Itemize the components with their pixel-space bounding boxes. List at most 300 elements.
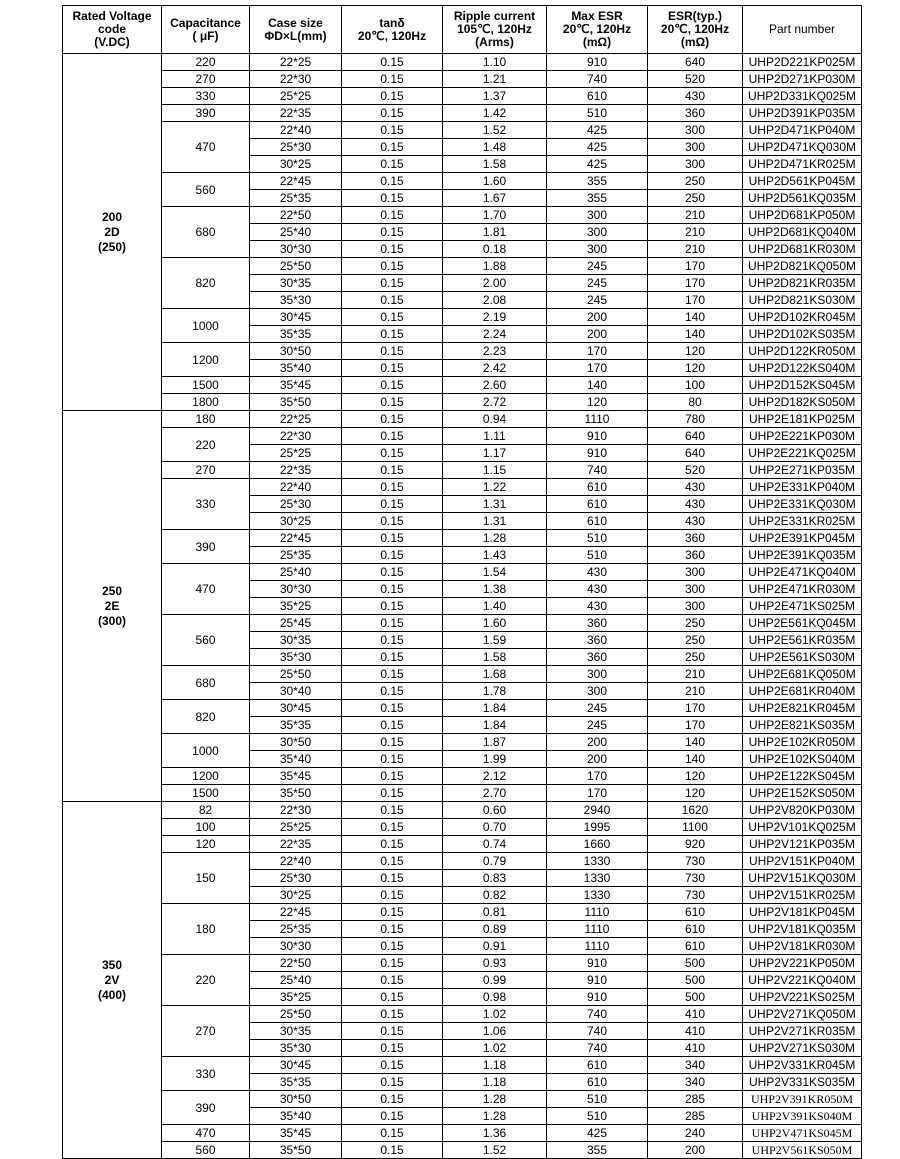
tan-delta-cell: 0.15 <box>342 581 443 598</box>
ripple-current-cell: 2.70 <box>443 785 547 802</box>
capacitance-cell: 180 <box>162 411 250 428</box>
part-number-cell: UHP2V271KR035M <box>743 1023 862 1040</box>
capacitance-cell: 220 <box>162 955 250 1006</box>
max-esr-cell: 1995 <box>547 819 648 836</box>
esr-typ-cell: 250 <box>648 649 743 666</box>
ripple-current-cell: 2.00 <box>443 275 547 292</box>
tan-delta-cell: 0.15 <box>342 241 443 258</box>
case-size-cell: 30*25 <box>250 156 342 173</box>
ripple-current-cell: 1.18 <box>443 1057 547 1074</box>
tan-delta-cell: 0.15 <box>342 734 443 751</box>
part-number-cell: UHP2D821KS030M <box>743 292 862 309</box>
part-number-cell: UHP2D331KQ025M <box>743 88 862 105</box>
tan-delta-cell: 0.15 <box>342 904 443 921</box>
table-row <box>63 734 862 751</box>
esr-typ-cell: 410 <box>648 1006 743 1023</box>
tan-delta-cell: 0.15 <box>342 785 443 802</box>
esr-typ-cell: 300 <box>648 139 743 156</box>
ripple-current-cell: 2.08 <box>443 292 547 309</box>
header-cap-line: ( μF) <box>192 28 219 43</box>
ripple-current-cell: 1.31 <box>443 496 547 513</box>
ripple-current-cell: 0.70 <box>443 819 547 836</box>
case-size-cell: 22*35 <box>250 105 342 122</box>
tan-delta-cell: 0.15 <box>342 1057 443 1074</box>
table-row <box>63 853 862 870</box>
header-case-line: Case size <box>268 15 323 30</box>
esr-typ-cell: 730 <box>648 870 743 887</box>
tan-delta-cell: 0.15 <box>342 700 443 717</box>
case-size-cell: 22*45 <box>250 530 342 547</box>
table-row <box>63 462 862 479</box>
case-size-cell: 35*35 <box>250 717 342 734</box>
capacitance-cell: 330 <box>162 1057 250 1091</box>
capacitance-cell: 820 <box>162 258 250 309</box>
esr-typ-cell: 240 <box>648 1125 743 1142</box>
part-number-cell: UHP2E391KQ035M <box>743 547 862 564</box>
capacitance-cell: 270 <box>162 462 250 479</box>
capacitance-cell: 680 <box>162 666 250 700</box>
esr-typ-cell: 140 <box>648 734 743 751</box>
header-maxesr <box>547 6 648 54</box>
table-row <box>63 258 862 275</box>
esr-typ-cell: 210 <box>648 683 743 700</box>
capacitance-cell: 1200 <box>162 768 250 785</box>
max-esr-cell: 910 <box>547 445 648 462</box>
case-size-cell: 22*45 <box>250 173 342 190</box>
table-row <box>63 377 862 394</box>
esr-typ-cell: 410 <box>648 1040 743 1057</box>
esr-typ-cell: 100 <box>648 377 743 394</box>
part-number-cell: UHP2D102KS035M <box>743 326 862 343</box>
esr-typ-cell: 170 <box>648 258 743 275</box>
max-esr-cell: 245 <box>547 717 648 734</box>
part-number-cell: UHP2E122KS045M <box>743 768 862 785</box>
voltage-code-line: 200 <box>101 209 123 224</box>
tan-delta-cell: 0.15 <box>342 649 443 666</box>
part-number-cell: UHP2D561KQ035M <box>743 190 862 207</box>
table-row <box>63 1125 862 1142</box>
esr-typ-cell: 430 <box>648 479 743 496</box>
header-part-line: Part number <box>768 22 836 36</box>
ripple-current-cell: 1.15 <box>443 462 547 479</box>
table-row <box>63 173 862 190</box>
part-number-cell: UHP2E681KQ050M <box>743 666 862 683</box>
case-size-cell: 30*45 <box>250 700 342 717</box>
part-number-cell: UHP2V221KP050M <box>743 955 862 972</box>
tan-delta-cell: 0.15 <box>342 870 443 887</box>
case-size-cell: 30*35 <box>250 1023 342 1040</box>
max-esr-cell: 200 <box>547 751 648 768</box>
esr-typ-cell: 610 <box>648 904 743 921</box>
max-esr-cell: 910 <box>547 955 648 972</box>
tan-delta-cell: 0.15 <box>342 105 443 122</box>
tan-delta-cell: 0.15 <box>342 462 443 479</box>
part-number-cell: UHP2D122KR050M <box>743 343 862 360</box>
ripple-current-cell: 1.59 <box>443 632 547 649</box>
ripple-current-cell: 0.94 <box>443 411 547 428</box>
part-number-cell: UHP2V101KQ025M <box>743 819 862 836</box>
max-esr-cell: 430 <box>547 581 648 598</box>
header-ripple-line: Ripple current <box>453 9 536 23</box>
ripple-current-cell: 1.28 <box>443 1108 547 1125</box>
case-size-cell: 35*25 <box>250 598 342 615</box>
part-number-cell: UHP2D471KR025M <box>743 156 862 173</box>
case-size-cell: 22*30 <box>250 71 342 88</box>
part-number-cell: UHP2D681KR030M <box>743 241 862 258</box>
max-esr-cell: 140 <box>547 377 648 394</box>
max-esr-cell: 200 <box>547 309 648 326</box>
max-esr-cell: 170 <box>547 785 648 802</box>
case-size-cell: 25*25 <box>250 445 342 462</box>
ripple-current-cell: 0.99 <box>443 972 547 989</box>
part-number-cell: UHP2D681KP050M <box>743 207 862 224</box>
esr-typ-cell: 285 <box>648 1108 743 1125</box>
ripple-current-cell: 1.17 <box>443 445 547 462</box>
part-number-cell: UHP2E561KQ045M <box>743 615 862 632</box>
ripple-current-cell: 1.58 <box>443 156 547 173</box>
capacitance-cell: 270 <box>162 71 250 88</box>
case-size-cell: 25*40 <box>250 224 342 241</box>
case-size-cell: 35*35 <box>250 326 342 343</box>
voltage-code-line: 350 <box>101 957 123 972</box>
esr-typ-cell: 80 <box>648 394 743 411</box>
esr-typ-cell: 285 <box>648 1091 743 1108</box>
table-row <box>63 785 862 802</box>
capacitance-cell: 270 <box>162 1006 250 1057</box>
max-esr-cell: 430 <box>547 598 648 615</box>
part-number-cell: UHP2E221KP030M <box>743 428 862 445</box>
header-esrtyp-line: 20℃, 120Hz <box>660 22 730 36</box>
case-size-cell: 25*30 <box>250 496 342 513</box>
max-esr-cell: 610 <box>547 1074 648 1091</box>
part-number-cell: UHP2D152KS045M <box>743 377 862 394</box>
header-esrtyp-line: (mΩ) <box>680 35 710 49</box>
ripple-current-cell: 1.42 <box>443 105 547 122</box>
header-cap <box>162 6 250 54</box>
max-esr-cell: 300 <box>547 224 648 241</box>
ripple-current-cell: 0.82 <box>443 887 547 904</box>
tan-delta-cell: 0.15 <box>342 394 443 411</box>
ripple-current-cell: 1.11 <box>443 428 547 445</box>
tan-delta-cell: 0.15 <box>342 326 443 343</box>
tan-delta-cell: 0.15 <box>342 1074 443 1091</box>
ripple-current-cell: 1.18 <box>443 1074 547 1091</box>
max-esr-cell: 610 <box>547 479 648 496</box>
ripple-current-cell: 0.74 <box>443 836 547 853</box>
case-size-cell: 30*30 <box>250 938 342 955</box>
capacitor-spec-table <box>62 5 862 1159</box>
tan-delta-cell: 0.15 <box>342 122 443 139</box>
esr-typ-cell: 300 <box>648 564 743 581</box>
esr-typ-cell: 430 <box>648 496 743 513</box>
ripple-current-cell: 1.10 <box>443 54 547 71</box>
part-number-cell: UHP2V151KR025M <box>743 887 862 904</box>
part-number-cell: UHP2D561KP045M <box>743 173 862 190</box>
capacitance-cell: 1500 <box>162 377 250 394</box>
ripple-current-cell: 0.83 <box>443 870 547 887</box>
ripple-current-cell: 2.23 <box>443 343 547 360</box>
esr-typ-cell: 210 <box>648 224 743 241</box>
header-maxesr-line: 20℃, 120Hz <box>562 22 632 36</box>
ripple-current-cell: 1.68 <box>443 666 547 683</box>
max-esr-cell: 360 <box>547 649 648 666</box>
max-esr-cell: 245 <box>547 275 648 292</box>
ripple-current-cell: 1.02 <box>443 1040 547 1057</box>
tan-delta-cell: 0.15 <box>342 360 443 377</box>
max-esr-cell: 1330 <box>547 870 648 887</box>
case-size-cell: 35*30 <box>250 292 342 309</box>
esr-typ-cell: 500 <box>648 972 743 989</box>
case-size-cell: 22*40 <box>250 853 342 870</box>
case-size-cell: 25*40 <box>250 972 342 989</box>
tan-delta-cell: 0.15 <box>342 156 443 173</box>
part-number-cell: UHP2E331KQ030M <box>743 496 862 513</box>
esr-typ-cell: 120 <box>648 360 743 377</box>
max-esr-cell: 1330 <box>547 887 648 904</box>
case-size-cell: 22*40 <box>250 122 342 139</box>
esr-typ-cell: 430 <box>648 513 743 530</box>
table-row <box>63 122 862 139</box>
part-number-cell: UHP2V561KS050M <box>743 1142 862 1159</box>
tan-delta-cell: 0.15 <box>342 258 443 275</box>
tan-delta-cell: 0.15 <box>342 343 443 360</box>
tan-delta-cell: 0.15 <box>342 564 443 581</box>
case-size-cell: 35*40 <box>250 360 342 377</box>
part-number-cell: UHP2V181KR030M <box>743 938 862 955</box>
capacitance-cell: 1500 <box>162 785 250 802</box>
esr-typ-cell: 170 <box>648 717 743 734</box>
max-esr-cell: 740 <box>547 462 648 479</box>
header-maxesr-line: (mΩ) <box>582 35 612 49</box>
case-size-cell: 35*50 <box>250 394 342 411</box>
max-esr-cell: 1110 <box>547 411 648 428</box>
case-size-cell: 22*35 <box>250 462 342 479</box>
ripple-current-cell: 2.42 <box>443 360 547 377</box>
voltage-code-line: 2E <box>104 598 120 613</box>
tan-delta-cell: 0.15 <box>342 615 443 632</box>
header-voltage-line: (V.DC) <box>94 35 130 49</box>
table-row <box>63 343 862 360</box>
part-number-cell: UHP2V471KS045M <box>743 1125 862 1142</box>
part-number-cell: UHP2E221KQ025M <box>743 445 862 462</box>
capacitance-cell: 150 <box>162 853 250 904</box>
table-row <box>63 530 862 547</box>
part-number-cell: UHP2V151KP040M <box>743 853 862 870</box>
part-number-cell: UHP2D102KR045M <box>743 309 862 326</box>
tan-delta-cell: 0.15 <box>342 989 443 1006</box>
case-size-cell: 25*30 <box>250 139 342 156</box>
capacitance-cell: 820 <box>162 700 250 734</box>
ripple-current-cell: 1.06 <box>443 1023 547 1040</box>
ripple-current-cell: 1.43 <box>443 547 547 564</box>
ripple-current-cell: 1.70 <box>443 207 547 224</box>
case-size-cell: 30*30 <box>250 241 342 258</box>
part-number-cell: UHP2D821KQ050M <box>743 258 862 275</box>
esr-typ-cell: 250 <box>648 190 743 207</box>
tan-delta-cell: 0.15 <box>342 802 443 819</box>
max-esr-cell: 740 <box>547 1023 648 1040</box>
table-row <box>63 394 862 411</box>
esr-typ-cell: 610 <box>648 938 743 955</box>
part-number-cell: UHP2V391KR050M <box>743 1091 862 1108</box>
capacitance-cell: 470 <box>162 564 250 615</box>
part-number-cell: UHP2V121KP035M <box>743 836 862 853</box>
table-row <box>63 207 862 224</box>
table-body <box>63 54 862 1159</box>
case-size-cell: 35*45 <box>250 768 342 785</box>
max-esr-cell: 610 <box>547 1057 648 1074</box>
tan-delta-cell: 0.15 <box>342 530 443 547</box>
ripple-current-cell: 1.60 <box>443 615 547 632</box>
ripple-current-cell: 1.22 <box>443 479 547 496</box>
esr-typ-cell: 120 <box>648 768 743 785</box>
case-size-cell: 22*30 <box>250 428 342 445</box>
part-number-cell: UHP2V820KP030M <box>743 802 862 819</box>
max-esr-cell: 245 <box>547 258 648 275</box>
case-size-cell: 35*45 <box>250 377 342 394</box>
max-esr-cell: 1110 <box>547 938 648 955</box>
esr-typ-cell: 250 <box>648 632 743 649</box>
tan-delta-cell: 0.15 <box>342 71 443 88</box>
part-number-cell: UHP2E391KP045M <box>743 530 862 547</box>
tan-delta-cell: 0.15 <box>342 819 443 836</box>
ripple-current-cell: 1.88 <box>443 258 547 275</box>
tan-delta-cell: 0.15 <box>342 275 443 292</box>
case-size-cell: 22*40 <box>250 479 342 496</box>
esr-typ-cell: 730 <box>648 853 743 870</box>
voltage-group-cell <box>63 802 162 1159</box>
table-row <box>63 71 862 88</box>
table-row <box>63 802 862 819</box>
esr-typ-cell: 640 <box>648 54 743 71</box>
part-number-cell: UHP2D821KR035M <box>743 275 862 292</box>
capacitance-cell: 560 <box>162 173 250 207</box>
tan-delta-cell: 0.15 <box>342 479 443 496</box>
voltage-code-line: (250) <box>97 239 126 254</box>
ripple-current-cell: 1.58 <box>443 649 547 666</box>
table-row <box>63 700 862 717</box>
max-esr-cell: 610 <box>547 513 648 530</box>
part-number-cell: UHP2V331KR045M <box>743 1057 862 1074</box>
case-size-cell: 30*50 <box>250 343 342 360</box>
esr-typ-cell: 500 <box>648 989 743 1006</box>
case-size-cell: 30*40 <box>250 683 342 700</box>
voltage-code-line: (400) <box>97 987 126 1002</box>
esr-typ-cell: 120 <box>648 785 743 802</box>
max-esr-cell: 425 <box>547 156 648 173</box>
part-number-cell: UHP2E181KP025M <box>743 411 862 428</box>
max-esr-cell: 355 <box>547 173 648 190</box>
capacitance-cell: 82 <box>162 802 250 819</box>
tan-delta-cell: 0.15 <box>342 54 443 71</box>
tan-delta-cell: 0.15 <box>342 1142 443 1159</box>
esr-typ-cell: 780 <box>648 411 743 428</box>
esr-typ-cell: 340 <box>648 1057 743 1074</box>
tan-delta-cell: 0.15 <box>342 1040 443 1057</box>
ripple-current-cell: 1.99 <box>443 751 547 768</box>
case-size-cell: 35*35 <box>250 1074 342 1091</box>
ripple-current-cell: 1.81 <box>443 224 547 241</box>
part-number-cell: UHP2D122KS040M <box>743 360 862 377</box>
ripple-current-cell: 1.52 <box>443 1142 547 1159</box>
voltage-code-line: (300) <box>97 613 126 628</box>
max-esr-cell: 355 <box>547 1142 648 1159</box>
table-row <box>63 88 862 105</box>
table-row <box>63 428 862 445</box>
case-size-cell: 30*25 <box>250 887 342 904</box>
case-size-cell: 22*35 <box>250 836 342 853</box>
tan-delta-cell: 0.15 <box>342 139 443 156</box>
tan-delta-cell: 0.15 <box>342 88 443 105</box>
table-row <box>63 1091 862 1108</box>
esr-typ-cell: 340 <box>648 1074 743 1091</box>
table-row <box>63 666 862 683</box>
esr-typ-cell: 140 <box>648 309 743 326</box>
case-size-cell: 35*30 <box>250 1040 342 1057</box>
tan-delta-cell: 0.15 <box>342 955 443 972</box>
max-esr-cell: 740 <box>547 1006 648 1023</box>
tan-delta-cell: 0.15 <box>342 1091 443 1108</box>
max-esr-cell: 200 <box>547 734 648 751</box>
header-tan <box>342 6 443 54</box>
tan-delta-cell: 0.15 <box>342 598 443 615</box>
ripple-current-cell: 1.67 <box>443 190 547 207</box>
voltage-code-line: 250 <box>101 583 123 598</box>
max-esr-cell: 300 <box>547 683 648 700</box>
esr-typ-cell: 210 <box>648 241 743 258</box>
tan-delta-cell: 0.15 <box>342 513 443 530</box>
case-size-cell: 30*25 <box>250 513 342 530</box>
max-esr-cell: 200 <box>547 326 648 343</box>
max-esr-cell: 510 <box>547 1091 648 1108</box>
tan-delta-cell: 0.15 <box>342 496 443 513</box>
max-esr-cell: 360 <box>547 615 648 632</box>
header-voltage-line: Rated Voltage <box>72 9 152 23</box>
case-size-cell: 25*25 <box>250 819 342 836</box>
part-number-cell: UHP2V181KQ035M <box>743 921 862 938</box>
ripple-current-cell: 1.38 <box>443 581 547 598</box>
max-esr-cell: 355 <box>547 190 648 207</box>
esr-typ-cell: 300 <box>648 598 743 615</box>
part-number-cell: UHP2E331KP040M <box>743 479 862 496</box>
ripple-current-cell: 2.24 <box>443 326 547 343</box>
part-number-cell: UHP2V181KP045M <box>743 904 862 921</box>
capacitance-cell: 560 <box>162 1142 250 1159</box>
max-esr-cell: 300 <box>547 207 648 224</box>
case-size-cell: 30*50 <box>250 1091 342 1108</box>
max-esr-cell: 910 <box>547 428 648 445</box>
part-number-cell: UHP2E681KR040M <box>743 683 862 700</box>
table-row <box>63 819 862 836</box>
esr-typ-cell: 920 <box>648 836 743 853</box>
case-size-cell: 30*45 <box>250 309 342 326</box>
ripple-current-cell: 0.60 <box>443 802 547 819</box>
esr-typ-cell: 300 <box>648 581 743 598</box>
ripple-current-cell: 0.91 <box>443 938 547 955</box>
part-number-cell: UHP2D391KP035M <box>743 105 862 122</box>
max-esr-cell: 510 <box>547 105 648 122</box>
max-esr-cell: 120 <box>547 394 648 411</box>
ripple-current-cell: 2.12 <box>443 768 547 785</box>
spec-sheet <box>62 5 862 1159</box>
part-number-cell: UHP2E471KS025M <box>743 598 862 615</box>
part-number-cell: UHP2D182KS050M <box>743 394 862 411</box>
table-row <box>63 836 862 853</box>
table-row <box>63 564 862 581</box>
ripple-current-cell: 1.60 <box>443 173 547 190</box>
header-maxesr-line: Max ESR <box>571 9 623 23</box>
ripple-current-cell: 1.28 <box>443 1091 547 1108</box>
